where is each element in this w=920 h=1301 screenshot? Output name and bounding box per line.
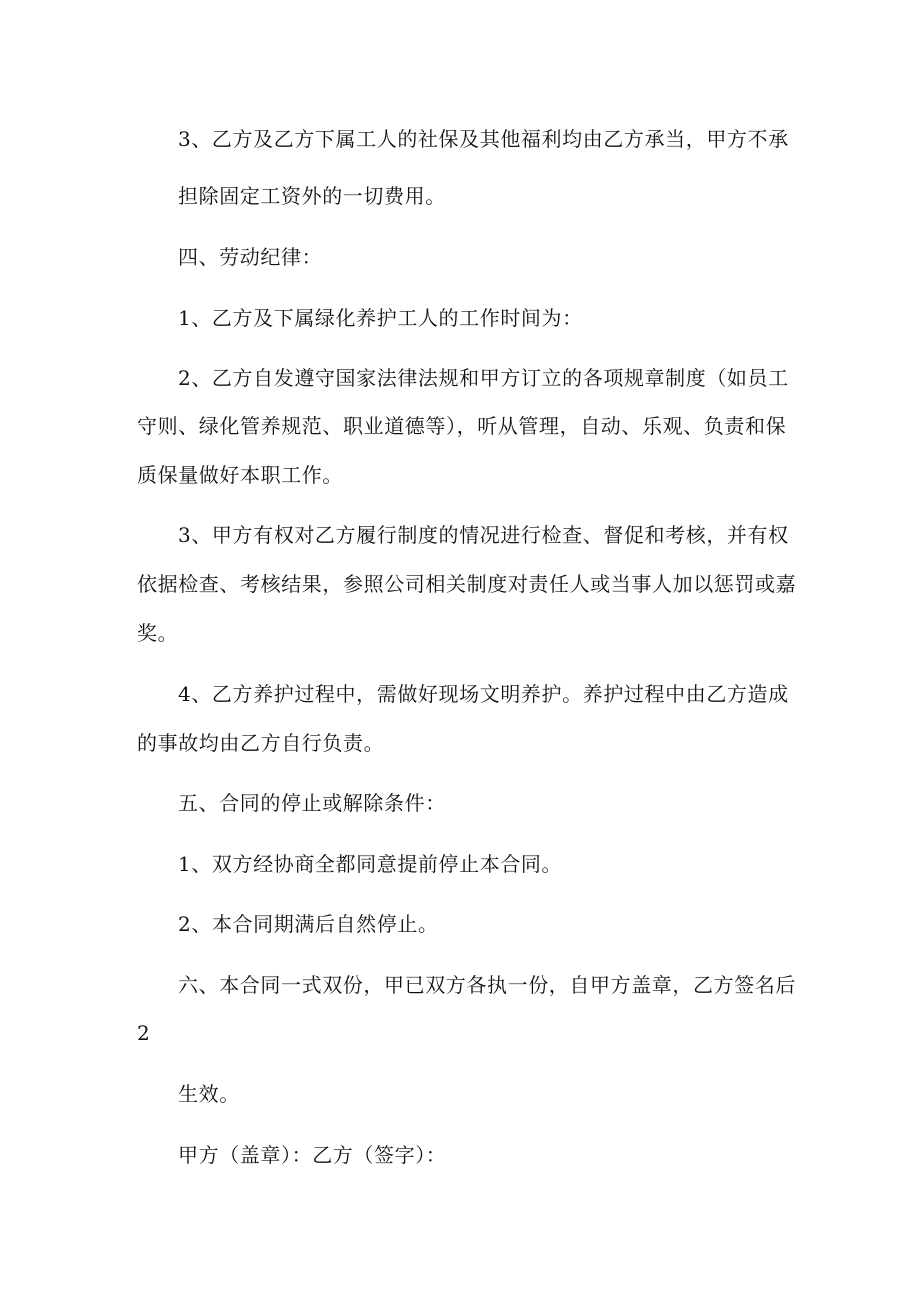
paragraph-line: 担除固定工资外的一切费用。 — [178, 184, 446, 208]
paragraph-line: 2、乙方自发遵守国家法律法规和甲方订立的各项规章制度（如员工 — [178, 366, 789, 390]
paragraph-line: 依据检查、考核结果，参照公司相关制度对责任人或当事人加以惩罚或嘉 — [137, 572, 797, 596]
paragraph-line: 质保量做好本职工作。 — [137, 463, 343, 487]
signature-line: 甲方（盖章）：乙方（签字）： — [178, 1143, 447, 1167]
section-heading: 六、本合同一式双份，甲已双方各执一份，自甲方盖章，乙方签名后 — [178, 973, 796, 997]
section-heading: 四、劳动纪律： — [178, 245, 323, 269]
paragraph-line: 生效。 — [178, 1082, 240, 1106]
paragraph-line: 3、乙方及乙方下属工人的社保及其他福利均由乙方承当，甲方不承 — [178, 127, 789, 151]
paragraph-line: 3、甲方有权对乙方履行制度的情况进行检查、督促和考核，并有权 — [178, 523, 789, 547]
paragraph-line: 4、乙方养护过程中，需做好现场文明养护。养护过程中由乙方造成 — [178, 682, 789, 706]
paragraph-line: 1、双方经协商全都同意提前停止本合同。 — [178, 852, 563, 876]
paragraph-line: 守则、绿化管养规范、职业道德等），听从管理，自动、乐观、负责和保 — [137, 414, 787, 438]
page-number: 2 — [137, 1021, 151, 1045]
paragraph-line: 的事故均由乙方自行负责。 — [137, 731, 385, 755]
section-heading: 五、合同的停止或解除条件： — [178, 791, 446, 815]
paragraph-line: 奖。 — [137, 621, 179, 645]
paragraph-line: 1、乙方及下属绿化养护工人的工作时间为： — [178, 306, 583, 330]
paragraph-line: 2、本合同期满后自然停止。 — [178, 912, 439, 936]
